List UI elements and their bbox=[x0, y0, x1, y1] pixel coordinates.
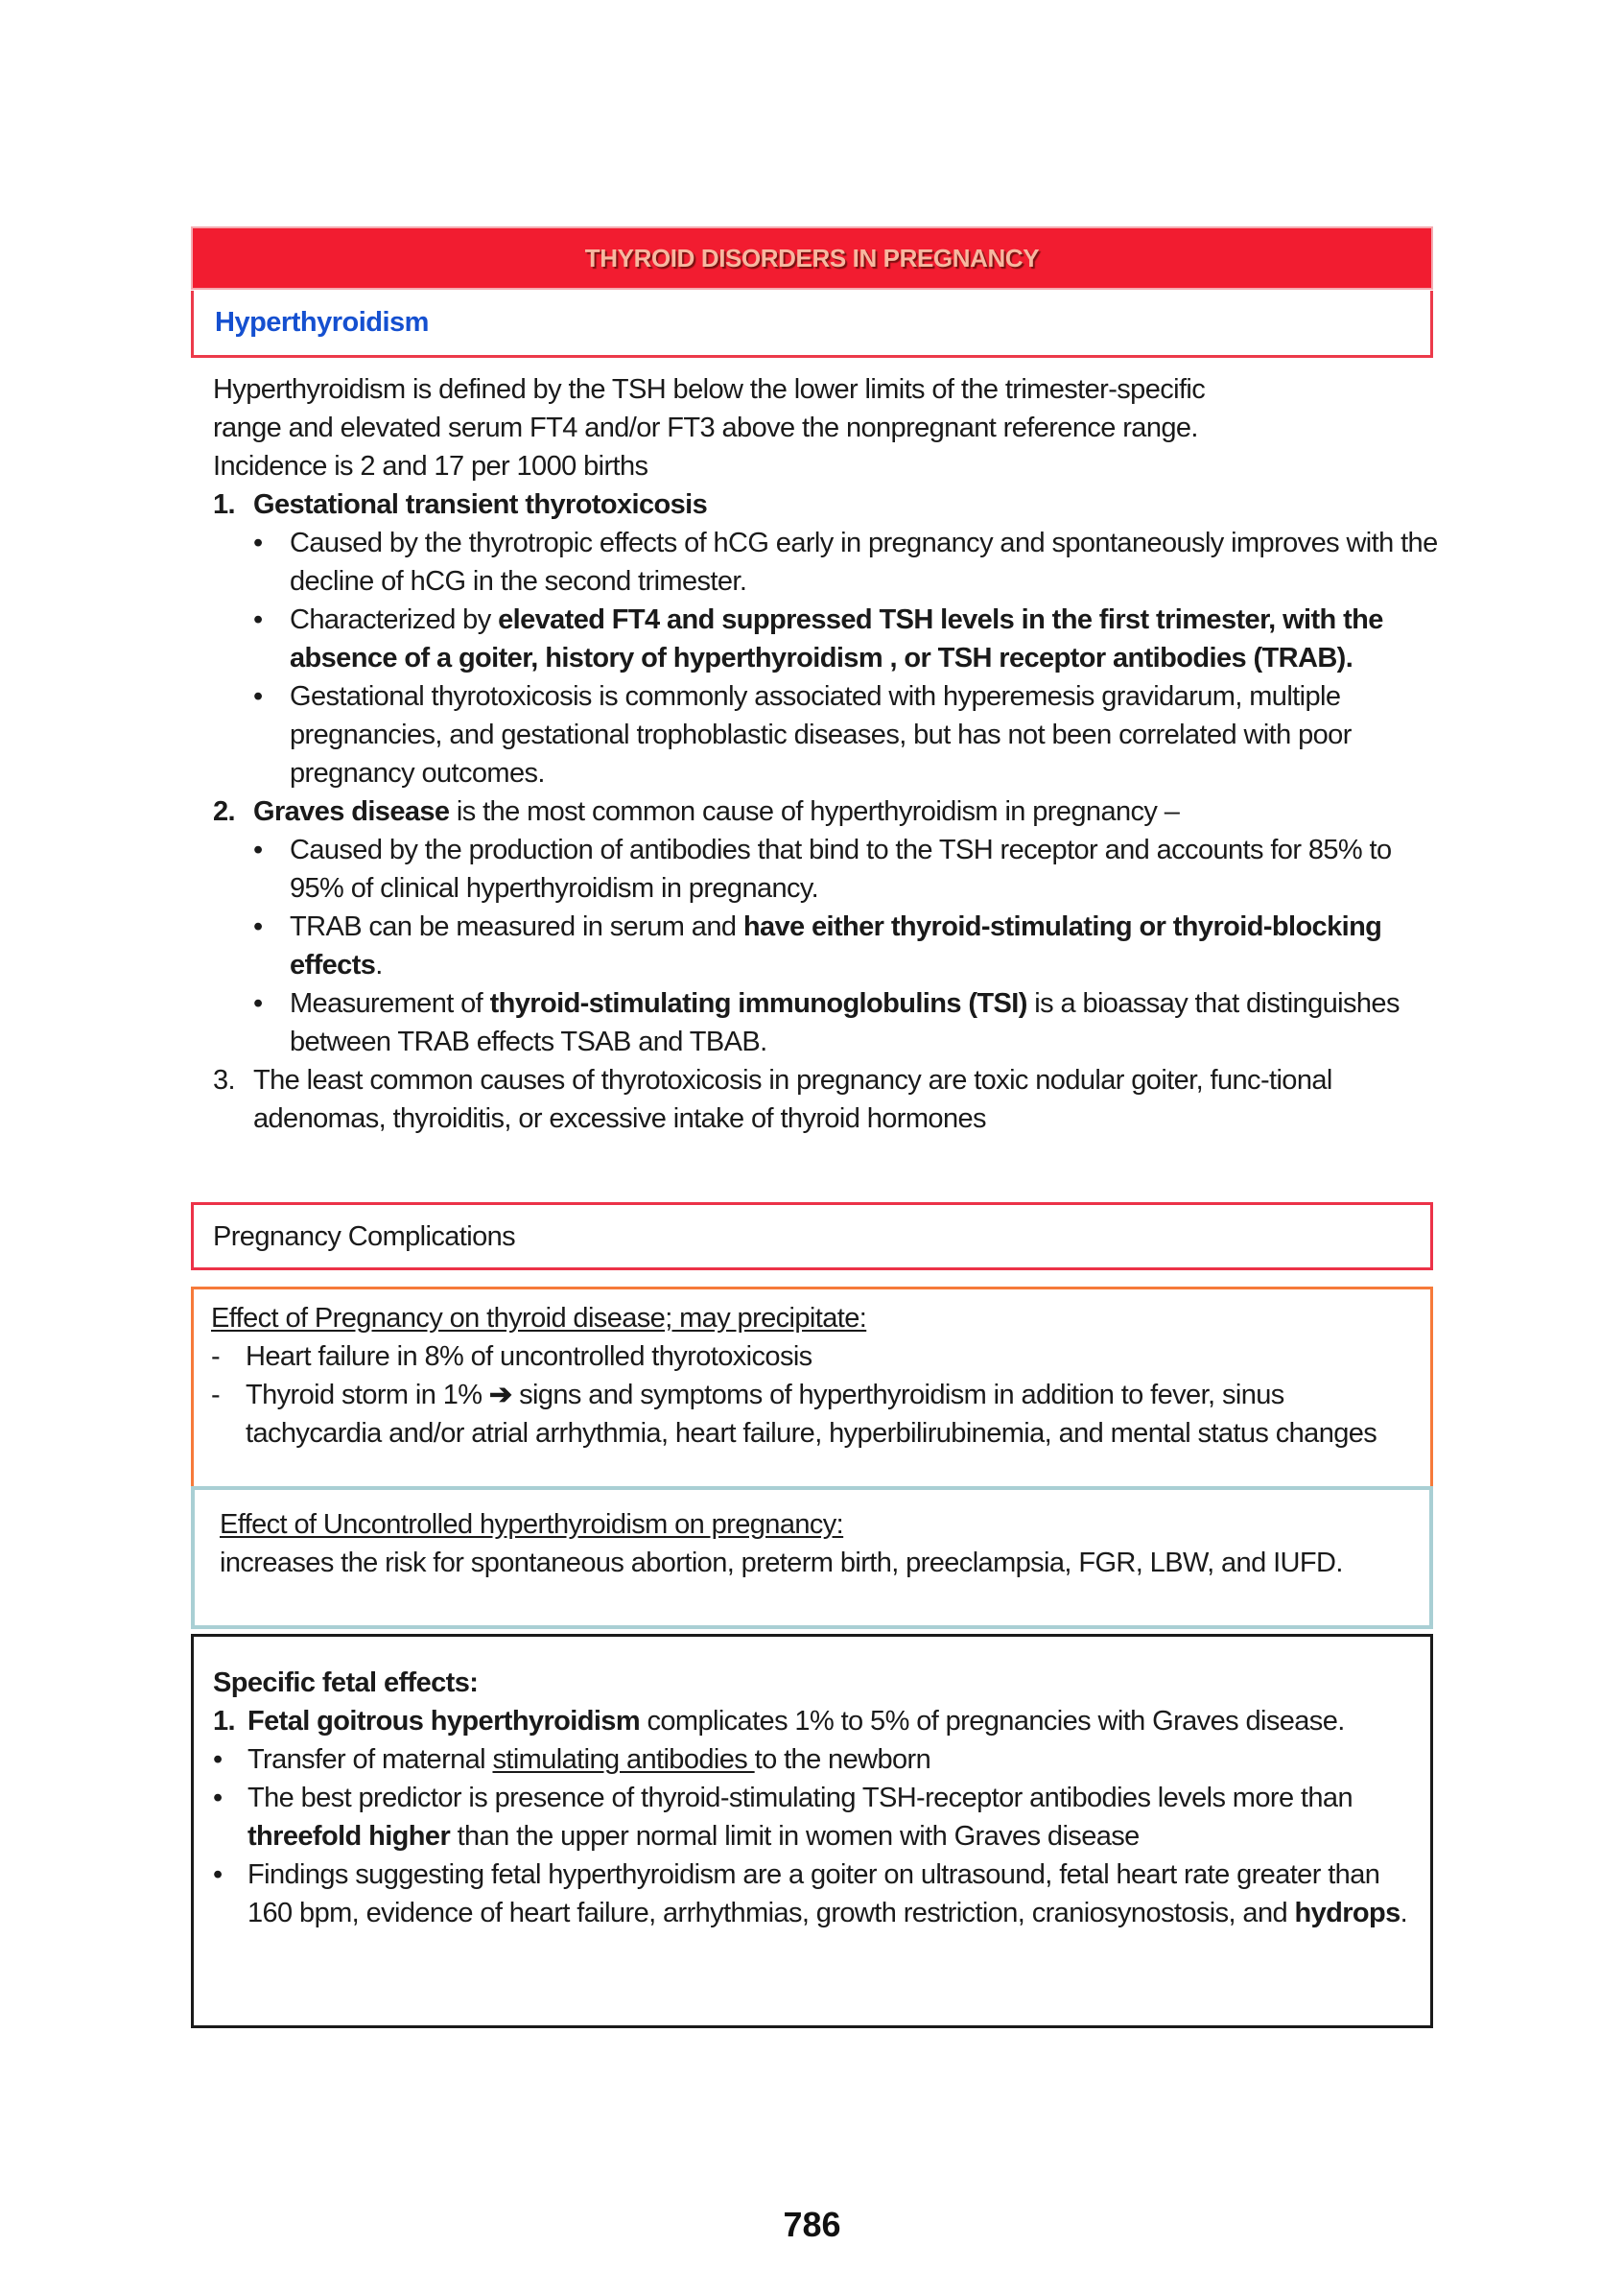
bullet-bold: thyroid-stimulating immunoglobulins (TSI) bbox=[489, 988, 1027, 1019]
uncontrolled-effect-heading: Effect of Uncontrolled hyperthyroidism on pregnancy: bbox=[220, 1509, 844, 1540]
bullet-bold: have either thyroid-stimulating or thyroid-blocking effects bbox=[290, 911, 1382, 981]
section-title: Hyperthyroidism bbox=[215, 307, 429, 338]
bullet-tail: is a bioassay that distinguishes between TRAB effects TSAB and TBAB. bbox=[290, 988, 1400, 1057]
bullet-lead: Characterized by bbox=[290, 604, 499, 635]
item-tail: signs and symptoms of hyperthyroidism in addition to fever, sinus tachycardia and/or atrial arrhythmia, heart failure, hyperbilirubinemia, and mental status changes bbox=[246, 1380, 1377, 1449]
bullet-text bbox=[290, 908, 1450, 984]
bullet-icon: • bbox=[253, 681, 263, 712]
cause-title-rest: is the most common cause of hyperthyroidism in pregnancy – bbox=[449, 796, 1180, 827]
list-item bbox=[211, 1337, 1413, 1376]
cause-number: 3. bbox=[213, 1065, 235, 1096]
cause-number: 1. bbox=[213, 489, 235, 520]
item-underlined: stimulating antibodies bbox=[492, 1744, 755, 1775]
cause-number: 2. bbox=[213, 796, 235, 827]
item-tail: . bbox=[1400, 1898, 1408, 1928]
cause-3-item bbox=[213, 1061, 1450, 1138]
cause-2-heading bbox=[213, 792, 1450, 831]
item-number: 1. bbox=[213, 1706, 235, 1737]
list-item bbox=[213, 1740, 1409, 1779]
bullet-text: Caused by the production of antibodies that bind to the TSH receptor and accounts for 85% to 95% of clinical hyperthyroidism in pregnancy. bbox=[290, 835, 1392, 904]
complications-title: Pregnancy Complications bbox=[213, 1220, 516, 1252]
list-item bbox=[213, 677, 1450, 792]
item-text bbox=[247, 1740, 930, 1779]
item-tail: than the upper normal limit in women with Graves disease bbox=[450, 1821, 1140, 1852]
cause-title: Gestational transient thyrotoxicosis bbox=[253, 489, 708, 520]
bullet-lead: Measurement of bbox=[290, 988, 490, 1019]
list-item bbox=[213, 601, 1450, 677]
fetal-effects-heading: Specific fetal effects: bbox=[213, 1667, 479, 1698]
cause-1-heading bbox=[213, 485, 1450, 524]
complications-header-box bbox=[191, 1202, 1433, 1270]
uncontrolled-effect-text: increases the risk for spontaneous abortion, preterm birth, preeclampsia, FGR, LBW, and IUFD. bbox=[220, 1548, 1343, 1578]
list-item bbox=[213, 908, 1450, 984]
list-item bbox=[211, 1376, 1413, 1453]
item-lead: Transfer of maternal bbox=[247, 1744, 493, 1775]
title-banner bbox=[191, 226, 1433, 290]
fetal-effects-box bbox=[191, 1634, 1433, 2028]
dash-icon: - bbox=[211, 1380, 221, 1410]
bullet-icon: • bbox=[213, 1744, 223, 1775]
page-number: 786 bbox=[783, 2205, 841, 2244]
page-title: THYROID DISORDERS IN PREGNANCY bbox=[584, 243, 1040, 272]
item-lead: The best predictor is presence of thyroid-stimulating TSH-receptor antibodies levels more than bbox=[247, 1783, 1353, 1813]
item-bold: hydrops bbox=[1294, 1898, 1400, 1928]
section-header-box bbox=[191, 291, 1433, 358]
item-text: Heart failure in 8% of uncontrolled thyrotoxicosis bbox=[246, 1341, 812, 1372]
bullet-icon: • bbox=[253, 988, 263, 1019]
list-item bbox=[213, 524, 1450, 601]
intro-section bbox=[213, 370, 1450, 1138]
right-arrow-icon: ➔ bbox=[488, 1380, 512, 1410]
list-item bbox=[213, 984, 1450, 1061]
list-item bbox=[213, 1779, 1409, 1856]
item-lead: Thyroid storm in 1% bbox=[246, 1380, 489, 1410]
bullet-text: Caused by the thyrotropic effects of hCG early in pregnancy and spontaneously improves with the decline of hCG in the second trimester. bbox=[290, 528, 1438, 597]
item-text bbox=[247, 1702, 1345, 1740]
item-tail: to the newborn bbox=[754, 1744, 931, 1775]
item-text bbox=[247, 1779, 1409, 1856]
cause-title: Graves disease bbox=[253, 796, 450, 827]
bullet-icon: • bbox=[253, 911, 263, 942]
bullet-lead: TRAB can be measured in serum and bbox=[290, 911, 743, 942]
cause-text: The least common causes of thyrotoxicosis in pregnancy are toxic nodular goiter, func-tional adenomas, thyroiditis, or excessive intake of thyroid hormones bbox=[253, 1065, 1332, 1134]
bullet-icon: • bbox=[253, 604, 263, 635]
uncontrolled-effect-box bbox=[191, 1486, 1433, 1629]
bullet-icon: • bbox=[213, 1859, 223, 1890]
pregnancy-effect-box bbox=[191, 1287, 1433, 1486]
item-text bbox=[246, 1376, 1413, 1453]
list-item bbox=[213, 831, 1450, 908]
item-rest: complicates 1% to 5% of pregnancies with Graves disease. bbox=[640, 1706, 1345, 1737]
bullet-icon: • bbox=[253, 528, 263, 558]
definition-line-1: Hyperthyroidism is defined by the TSH below the lower limits of the trimester-specific bbox=[213, 374, 1206, 405]
incidence-text: Incidence is 2 and 17 per 1000 births bbox=[213, 451, 648, 482]
bullet-text bbox=[290, 984, 1450, 1061]
bullet-text: Gestational thyrotoxicosis is commonly associated with hyperemesis gravidarum, multiple pregnancies, and gestational trophoblastic diseases, but has not been correlated with poor pregnancy outcomes. bbox=[290, 681, 1352, 789]
item-bold: Fetal goitrous hyperthyroidism bbox=[247, 1706, 640, 1737]
bullet-text bbox=[290, 601, 1450, 677]
bullet-bold: elevated FT4 and suppressed TSH levels in the first trimester, with the absence of a goiter, history of hyperthyroidism , or TSH receptor antibodies (TRAB). bbox=[290, 604, 1383, 674]
bullet-icon: • bbox=[213, 1783, 223, 1813]
list-item bbox=[213, 1856, 1409, 1932]
item-text bbox=[247, 1856, 1409, 1932]
bullet-icon: • bbox=[253, 835, 263, 865]
dash-icon: - bbox=[211, 1341, 221, 1372]
bullet-tail: . bbox=[375, 950, 383, 981]
list-item bbox=[213, 1702, 1409, 1740]
pregnancy-effect-heading: Effect of Pregnancy on thyroid disease; may precipitate: bbox=[211, 1303, 867, 1334]
item-bold: threefold higher bbox=[247, 1821, 451, 1852]
definition-line-2: range and elevated serum FT4 and/or FT3 above the nonpregnant reference range. bbox=[213, 413, 1198, 443]
item-lead: Findings suggesting fetal hyperthyroidism are a goiter on ultrasound, fetal heart rate greater than 160 bpm, evidence of heart failure, arrhythmias, growth restriction, craniosynostosis, and bbox=[247, 1859, 1380, 1928]
